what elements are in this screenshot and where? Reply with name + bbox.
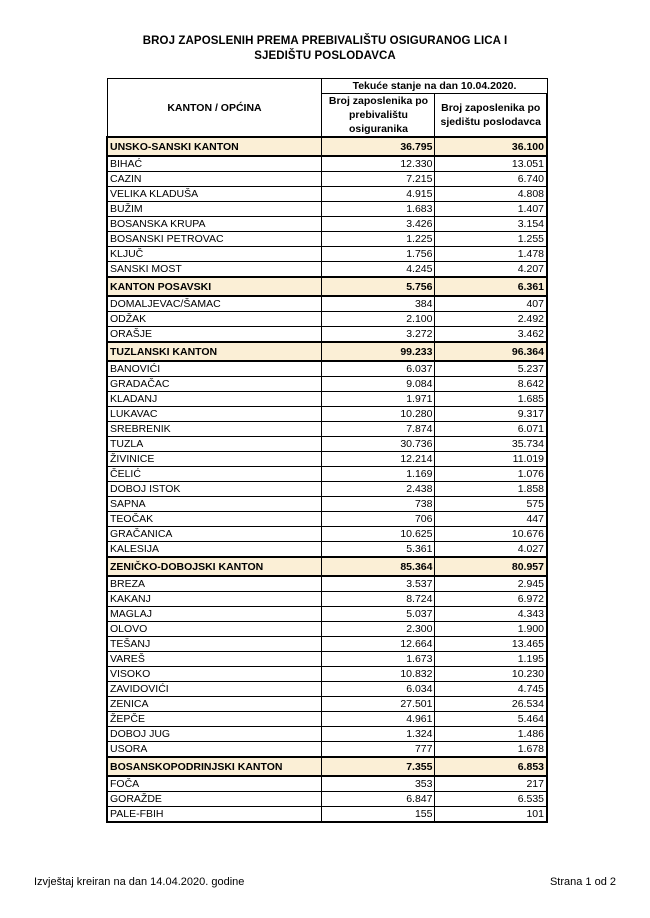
cell-by-employer-seat: 1.678 [435,742,547,758]
cell-name: ODŽAK [107,312,322,327]
cell-by-employer-seat: 1.195 [435,652,547,667]
cell-by-residence: 3.537 [322,576,435,592]
cell-name: KAKANJ [107,592,322,607]
municipality-row [107,497,547,512]
municipality-row [107,652,547,667]
cell-by-employer-seat: 80.957 [435,557,547,576]
cell-by-residence: 7.215 [322,172,435,187]
report-created-date: Izvještaj kreiran na dan 14.04.2020. godine [34,876,245,888]
cell-by-employer-seat: 26.534 [435,697,547,712]
cell-by-residence: 12.214 [322,452,435,467]
cell-by-employer-seat: 4.745 [435,682,547,697]
cell-name: ZENIČKO-DOBOJSKI KANTON [107,557,322,576]
municipality-row [107,697,547,712]
municipality-row [107,667,547,682]
cell-by-employer-seat: 101 [435,807,547,823]
cell-by-employer-seat: 447 [435,512,547,527]
page-number: Strana 1 od 2 [549,876,616,888]
municipality-row [107,482,547,497]
municipality-row [107,327,547,343]
cell-by-employer-seat: 1.685 [435,392,547,407]
municipality-row [107,361,547,377]
cell-by-residence: 5.361 [322,542,435,558]
cell-by-residence: 36.795 [322,137,435,156]
canton-row [107,557,547,576]
municipality-row [107,217,547,232]
cell-by-residence: 6.037 [322,361,435,377]
cell-name: TUZLA [107,437,322,452]
cell-name: ČELIĆ [107,467,322,482]
cell-by-employer-seat: 217 [435,776,547,792]
cell-by-employer-seat: 8.642 [435,377,547,392]
cell-by-residence: 12.664 [322,637,435,652]
municipality-row [107,712,547,727]
cell-by-employer-seat: 6.071 [435,422,547,437]
cell-by-residence: 738 [322,497,435,512]
cell-name: VISOKO [107,667,322,682]
cell-by-residence: 706 [322,512,435,527]
cell-by-residence: 384 [322,296,435,312]
cell-by-employer-seat: 13.051 [435,156,547,172]
cell-name: PALE-FBIH [107,807,322,823]
cell-name: BOSANSKOPODRINJSKI KANTON [107,757,322,776]
cell-by-residence: 5.756 [322,277,435,296]
cell-by-employer-seat: 6.740 [435,172,547,187]
cell-by-employer-seat: 6.972 [435,592,547,607]
cell-by-residence: 10.832 [322,667,435,682]
column-header-employer-seat: Broj zaposlenika po sjedištu poslodavca [435,94,547,138]
municipality-row [107,296,547,312]
cell-name: BOSANSKA KRUPA [107,217,322,232]
municipality-row [107,437,547,452]
cell-name: LUKAVAC [107,407,322,422]
cell-name: BOSANSKI PETROVAC [107,232,322,247]
cell-by-residence: 99.233 [322,342,435,361]
cell-name: BIHAĆ [107,156,322,172]
municipality-row [107,607,547,622]
cell-by-residence: 1.225 [322,232,435,247]
cell-by-residence: 155 [322,807,435,823]
cell-by-residence: 4.961 [322,712,435,727]
cell-by-employer-seat: 1.478 [435,247,547,262]
report-title [0,34,650,64]
cell-by-residence: 4.915 [322,187,435,202]
cell-by-residence: 353 [322,776,435,792]
cell-by-residence: 1.683 [322,202,435,217]
cell-by-employer-seat: 11.019 [435,452,547,467]
cell-name: GRADAČAC [107,377,322,392]
cell-name: VELIKA KLADUŠA [107,187,322,202]
canton-row [107,342,547,361]
cell-name: TUZLANSKI KANTON [107,342,322,361]
cell-name: BREZA [107,576,322,592]
table-body [107,137,547,822]
cell-by-residence: 6.847 [322,792,435,807]
cell-by-residence: 8.724 [322,592,435,607]
cell-name: USORA [107,742,322,758]
column-header-canton: KANTON / OPĆINA [107,79,322,138]
cell-by-employer-seat: 1.486 [435,727,547,742]
cell-name: TEŠANJ [107,637,322,652]
cell-by-residence: 1.673 [322,652,435,667]
report-title-line-2: SJEDIŠTU POSLODAVCA [254,50,396,62]
municipality-row [107,377,547,392]
municipality-row [107,576,547,592]
cell-name: SREBRENIK [107,422,322,437]
date-header: Tekuće stanje na dan 10.04.2020. [322,79,547,94]
cell-name: CAZIN [107,172,322,187]
municipality-row [107,407,547,422]
cell-by-employer-seat: 10.676 [435,527,547,542]
municipality-row [107,156,547,172]
municipality-row [107,592,547,607]
municipality-row [107,172,547,187]
cell-name: ZAVIDOVIĆI [107,682,322,697]
cell-by-residence: 85.364 [322,557,435,576]
cell-by-employer-seat: 2.945 [435,576,547,592]
cell-name: VAREŠ [107,652,322,667]
cell-by-employer-seat: 1.255 [435,232,547,247]
cell-by-employer-seat: 1.858 [435,482,547,497]
cell-name: BUŽIM [107,202,322,217]
cell-by-employer-seat: 1.407 [435,202,547,217]
cell-name: TEOČAK [107,512,322,527]
cell-by-residence: 1.971 [322,392,435,407]
cell-by-employer-seat: 1.076 [435,467,547,482]
cell-name: KLJUČ [107,247,322,262]
cell-name: ŽEPČE [107,712,322,727]
cell-name: KANTON POSAVSKI [107,277,322,296]
cell-by-residence: 30.736 [322,437,435,452]
municipality-row [107,187,547,202]
cell-name: KALESIJA [107,542,322,558]
cell-name: SANSKI MOST [107,262,322,278]
cell-by-employer-seat: 1.900 [435,622,547,637]
canton-row [107,137,547,156]
municipality-row [107,542,547,558]
municipality-row [107,392,547,407]
cell-name: UNSKO-SANSKI KANTON [107,137,322,156]
municipality-row [107,422,547,437]
cell-by-residence: 27.501 [322,697,435,712]
cell-by-employer-seat: 2.492 [435,312,547,327]
municipality-row [107,622,547,637]
report-title-line-1: BROJ ZAPOSLENIH PREMA PREBIVALIŠTU OSIGURANOG LICA I [142,35,508,47]
cell-by-employer-seat: 4.343 [435,607,547,622]
cell-by-employer-seat: 6.361 [435,277,547,296]
cell-by-employer-seat: 96.364 [435,342,547,361]
column-header-residence: Broj zaposlenika po prebivalištu osiguranika [322,94,435,138]
municipality-row [107,312,547,327]
cell-name: DOBOJ ISTOK [107,482,322,497]
cell-by-residence: 5.037 [322,607,435,622]
cell-name: DOMALJEVAC/ŠAMAC [107,296,322,312]
cell-by-employer-seat: 575 [435,497,547,512]
cell-name: MAGLAJ [107,607,322,622]
cell-by-residence: 3.426 [322,217,435,232]
municipality-row [107,742,547,758]
municipality-row [107,527,547,542]
cell-by-employer-seat: 3.154 [435,217,547,232]
cell-by-residence: 7.355 [322,757,435,776]
cell-name: KLADANJ [107,392,322,407]
cell-by-residence: 1.169 [322,467,435,482]
municipality-row [107,682,547,697]
cell-name: ZENICA [107,697,322,712]
municipality-row [107,232,547,247]
cell-name: GRAČANICA [107,527,322,542]
cell-name: ŽIVINICE [107,452,322,467]
cell-by-residence: 1.324 [322,727,435,742]
municipality-row [107,776,547,792]
cell-by-residence: 1.756 [322,247,435,262]
cell-by-residence: 4.245 [322,262,435,278]
cell-by-employer-seat: 4.207 [435,262,547,278]
cell-name: GORAŽDE [107,792,322,807]
municipality-row [107,512,547,527]
cell-by-employer-seat: 13.465 [435,637,547,652]
cell-by-residence: 9.084 [322,377,435,392]
cell-by-employer-seat: 4.808 [435,187,547,202]
cell-by-employer-seat: 3.462 [435,327,547,343]
cell-by-employer-seat: 6.853 [435,757,547,776]
cell-by-employer-seat: 36.100 [435,137,547,156]
cell-by-employer-seat: 5.237 [435,361,547,377]
municipality-row [107,807,547,823]
cell-by-employer-seat: 407 [435,296,547,312]
cell-by-residence: 2.438 [322,482,435,497]
cell-by-residence: 10.625 [322,527,435,542]
municipality-row [107,262,547,278]
municipality-row [107,467,547,482]
municipality-row [107,637,547,652]
cell-by-residence: 7.874 [322,422,435,437]
cell-name: OLOVO [107,622,322,637]
canton-row [107,277,547,296]
cell-name: FOČA [107,776,322,792]
cell-name: BANOVIĆI [107,361,322,377]
cell-name: SAPNA [107,497,322,512]
municipality-row [107,247,547,262]
cell-by-employer-seat: 10.230 [435,667,547,682]
municipality-row [107,452,547,467]
cell-by-residence: 6.034 [322,682,435,697]
municipality-row [107,727,547,742]
cell-by-residence: 3.272 [322,327,435,343]
cell-by-residence: 12.330 [322,156,435,172]
cell-by-residence: 2.100 [322,312,435,327]
cell-name: DOBOJ JUG [107,727,322,742]
cell-by-employer-seat: 6.535 [435,792,547,807]
cell-by-employer-seat: 35.734 [435,437,547,452]
municipality-row [107,792,547,807]
employment-table [106,78,548,823]
cell-by-residence: 10.280 [322,407,435,422]
cell-by-residence: 2.300 [322,622,435,637]
cell-by-employer-seat: 4.027 [435,542,547,558]
canton-row [107,757,547,776]
cell-by-employer-seat: 5.464 [435,712,547,727]
cell-by-residence: 777 [322,742,435,758]
municipality-row [107,202,547,217]
cell-by-employer-seat: 9.317 [435,407,547,422]
cell-name: ORAŠJE [107,327,322,343]
